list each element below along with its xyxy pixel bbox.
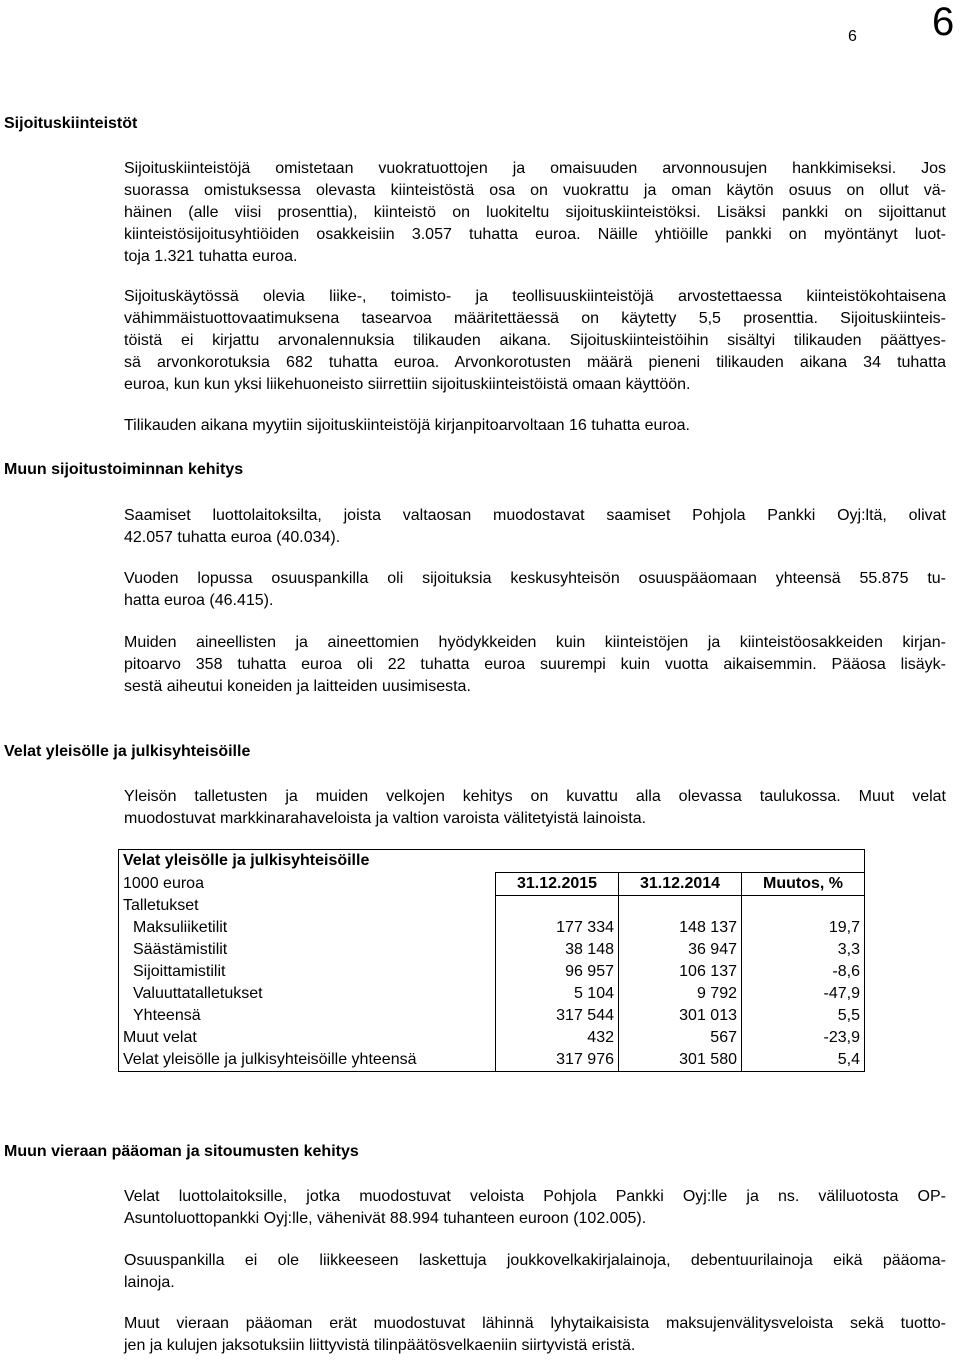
table-row [119, 917, 865, 939]
text-line: Saamiset luottolaitoksilta, joista valtaosan muodostavat saamiset Pohjola Pankki Oyj:ltä, olivat [124, 507, 946, 524]
cell-2015: 177 334 [496, 917, 619, 939]
text-line: vähimmäistuottovaatimuksena tasearvoa määritettäessä on käytetty 5,5 prosenttia. Sijoituskiinteis- [124, 310, 946, 327]
paragraph-muu-sijoitustoiminta-1 [124, 505, 946, 549]
text-line: Muiden aineellisten ja aineettomien hyödykkeiden kuin kiinteistöjen ja kiinteistöosakkeiden kirjan- [124, 634, 946, 651]
cell-change: 19,7 [742, 917, 865, 939]
cell-2015: 96 957 [496, 961, 619, 983]
column-header-2014: 31.12.2014 [619, 872, 742, 895]
cell-change: 5,4 [742, 1049, 865, 1072]
paragraph-muu-sijoitustoiminta-2 [124, 568, 946, 612]
cell-2015: 432 [496, 1027, 619, 1049]
cell-change: -23,9 [742, 1027, 865, 1049]
text-line: Tilikauden aikana myytiin sijoituskiinteistöjä kirjanpitoarvoltaan 16 tuhatta euroa. [124, 417, 690, 434]
text-line: Osuuspankilla ei ole liikkeeseen laskettuja joukkovelkakirjalainoja, debentuurilainoja eikä pääoma- [124, 1252, 946, 1269]
paragraph-sijoituskiinteistot-3 [124, 415, 946, 437]
table-row [119, 939, 865, 961]
text-line: jen ja kulujen jaksotuksiin liittyvistä tilinpäätösvelkaeniin siirtyvistä eristä. [124, 1337, 636, 1354]
table-group-label: Talletukset [119, 895, 496, 917]
row-label: Maksuliiketilit [119, 917, 496, 939]
cell-change: 3,3 [742, 939, 865, 961]
cell-2015: 317 976 [496, 1049, 619, 1072]
cell-change: 5,5 [742, 1005, 865, 1027]
section-heading-muu-vieras-paaoma: Muun vieraan pääoman ja sitoumusten kehitys [4, 1143, 359, 1160]
cell-2015: 5 104 [496, 983, 619, 1005]
cell-change: -8,6 [742, 961, 865, 983]
text-line: Vuoden lopussa osuuspankilla oli sijoituksia keskusyhteisön osuuspääomaan yhteensä 55.875 tu- [124, 570, 946, 587]
text-line: töistä ei kirjattu arvonalennuksia tilikauden aikana. Sijoituskiinteistöihin sisältyi tilikauden päättyes- [124, 332, 946, 349]
text-line: 42.057 tuhatta euroa (40.034). [124, 529, 341, 546]
table-unit: 1000 euroa [119, 872, 496, 895]
text-line: sestä aiheutui koneiden ja laitteiden uusimisesta. [124, 678, 471, 695]
table-row-total [119, 1049, 865, 1072]
row-label: Sijoittamistilit [119, 961, 496, 983]
cell-2014: 36 947 [619, 939, 742, 961]
section-heading-velat: Velat yleisölle ja julkisyhteisöille [4, 743, 251, 760]
row-label: Velat yleisölle ja julkisyhteisöille yhteensä [119, 1049, 496, 1072]
text-line: toja 1.321 tuhatta euroa. [124, 248, 298, 265]
table-row [119, 961, 865, 983]
paragraph-muu-vieras-paaoma-2 [124, 1250, 946, 1294]
page-number: 6 [848, 28, 857, 45]
text-line: Sijoituskäytössä olevia liike-, toimisto- ja teollisuuskiinteistöjä arvostettaessa kiinteistökohtaisena [124, 288, 946, 305]
section-heading-sijoituskiinteistot: Sijoituskiinteistöt [4, 115, 138, 132]
text-line: Sijoituskiinteistöjä omistetaan vuokratuottojen ja omaisuuden arvonnousujen hankkimiseksi. Jos [124, 160, 946, 177]
table-row [119, 1027, 865, 1049]
row-label: Muut velat [119, 1027, 496, 1049]
row-label: Valuuttatalletukset [119, 983, 496, 1005]
column-header-2015: 31.12.2015 [496, 872, 619, 895]
text-line: häinen (alle viisi prosenttia), kiinteistö on luokiteltu sijoituskiinteistöksi. Lisäksi pankki on sijoittanut [124, 204, 946, 221]
cell-2014: 9 792 [619, 983, 742, 1005]
cell-2014: 148 137 [619, 917, 742, 939]
table-group-row [119, 895, 865, 917]
text-line: hatta euroa (46.415). [124, 592, 274, 609]
paragraph-sijoituskiinteistot-2 [124, 286, 946, 396]
velat-table [118, 849, 865, 1072]
text-line: euroa, kun kun yksi liikehuoneisto siirrettiin sijoituskiinteistöistä omaan käyttöön. [124, 376, 691, 393]
cell-2014: 301 580 [619, 1049, 742, 1072]
text-line: suorassa omistuksessa olevasta kiinteistöstä osa on vuokrattu ja oman käytön osuus on ollut vä- [124, 182, 946, 199]
row-label: Yhteensä [119, 1005, 496, 1027]
cell-change: -47,9 [742, 983, 865, 1005]
text-line: pitoarvo 358 tuhatta euroa oli 22 tuhatta euroa suurempi kuin vuotta aikaisemmin. Pääosa lisäyk- [124, 656, 946, 673]
table-row [119, 983, 865, 1005]
text-line: Velat luottolaitoksille, jotka muodostuvat veloista Pohjola Pankki Oyj:lle ja ns. väliluotosta OP- [124, 1188, 946, 1205]
cell-2015: 38 148 [496, 939, 619, 961]
paragraph-muu-sijoitustoiminta-3 [124, 632, 946, 698]
table-title-row [119, 850, 865, 873]
section-heading-muu-sijoitustoiminta: Muun sijoitustoiminnan kehitys [4, 461, 244, 478]
text-line: lainoja. [124, 1274, 175, 1291]
cell-2014: 567 [619, 1027, 742, 1049]
text-line: kiinteistösijoitusyhtiöiden osakkeisiin 3.057 tuhatta euroa. Näille yhtiöille pankki on myöntänyt luot- [124, 226, 946, 243]
column-header-change: Muutos, % [742, 872, 865, 895]
cell-2015: 317 544 [496, 1005, 619, 1027]
paragraph-muu-vieras-paaoma-3 [124, 1313, 946, 1357]
cell-2014: 301 013 [619, 1005, 742, 1027]
text-line: Yleisön talletusten ja muiden velkojen kehitys on kuvattu alla olevassa taulukossa. Muut velat [124, 788, 946, 805]
table-title: Velat yleisölle ja julkisyhteisöille [119, 850, 496, 873]
paragraph-sijoituskiinteistot-1 [124, 158, 946, 268]
page-number-large: 6 [932, 0, 955, 44]
text-line: Asuntoluottopankki Oyj:lle, vähenivät 88.994 tuhanteen euroon (102.005). [124, 1210, 647, 1227]
table-row [119, 1005, 865, 1027]
text-line: muodostuvat markkinarahaveloista ja valtion varoista välitetyistä lainoista. [124, 810, 647, 827]
paragraph-velat-1 [124, 786, 946, 830]
row-label: Säästämistilit [119, 939, 496, 961]
text-line: sä arvonkorotuksia 682 tuhatta euroa. Arvonkorotusten määrä pieneni tilikauden aikana 34 tuhatta [124, 354, 946, 371]
cell-2014: 106 137 [619, 961, 742, 983]
text-line: Muut vieraan pääoman erät muodostuvat lähinnä lyhytaikaisista maksujenvälitysveloista sekä tuotto- [124, 1315, 946, 1332]
table-header-row [119, 872, 865, 895]
paragraph-muu-vieras-paaoma-1 [124, 1186, 946, 1230]
